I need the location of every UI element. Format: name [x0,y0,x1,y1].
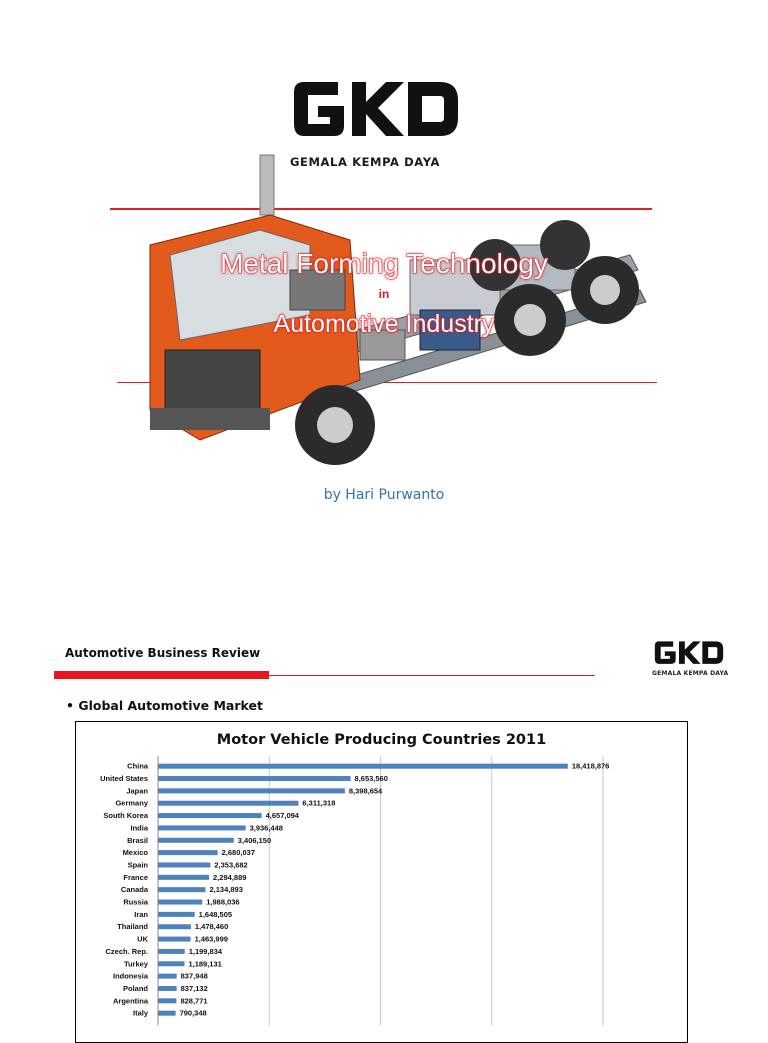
category-label: India [130,823,148,833]
bar [158,875,209,880]
bar [158,850,218,855]
presentation-title: Metal Forming Technology [220,248,548,279]
bar [158,986,177,991]
bar [158,912,195,917]
category-label: Italy [132,1008,148,1018]
category-label: United States [100,774,148,784]
data-label: 790,348 [179,1008,207,1018]
gkd-logo-small [652,638,726,668]
header-divider-line [269,675,595,676]
category-label: Czech. Rep. [105,946,148,956]
category-label: Iran [134,909,148,919]
bar [158,937,191,942]
bar [158,961,184,966]
data-label: 1,463,999 [194,934,228,944]
category-label: Spain [127,860,148,870]
company-name: GEMALA KEMPA DAYA [290,155,441,169]
bar [158,924,191,929]
bar [158,801,298,806]
category-label: France [123,872,148,882]
data-label: 1,189,131 [188,959,222,969]
category-label: UK [137,934,148,944]
data-label: 3,406,150 [237,835,272,845]
bar [158,788,345,793]
data-label: 1,478,460 [194,922,229,932]
bar [158,949,185,954]
category-label: Germany [115,798,148,808]
content-slide [0,600,768,1024]
bar [158,813,262,818]
company-name-small: GEMALA KEMPA DAYA [652,670,729,677]
category-label: Argentina [112,996,148,1006]
category-label: Indonesia [112,971,148,981]
bar-chart-frame [75,721,688,1043]
data-label: 837,132 [180,983,208,993]
data-label: 2,134,893 [209,885,243,895]
bullet-point: • Global Automotive Market [66,698,263,713]
data-label: 2,353,682 [214,860,248,870]
data-label: 1,648,505 [198,909,233,919]
category-label: Brasil [127,835,148,845]
bar [158,825,246,830]
data-label: 18,418,876 [571,761,610,771]
bar [158,838,234,843]
data-label: 8,653,560 [354,774,388,784]
data-label: 1,988,036 [206,897,240,907]
category-label: Russia [123,897,148,907]
bar [158,998,176,1003]
bar [158,776,351,781]
data-label: 828,771 [180,996,208,1006]
data-label: 2,680,037 [221,848,256,858]
chart-title: Motor Vehicle Producing Countries 2011 [216,732,547,748]
data-label: 2,294,889 [213,872,247,882]
data-label: 6,311,318 [302,798,336,808]
slide-header-title: Automotive Business Review [65,646,261,660]
category-label: Thailand [117,922,148,932]
bar [158,764,568,769]
bar [158,862,210,867]
data-label: 837,948 [180,971,208,981]
category-label: Japan [126,786,148,796]
data-label: 1,199,834 [188,946,223,956]
category-label: Canada [120,885,148,895]
category-label: Turkey [123,959,148,969]
presentation-subtitle: Automotive Industry [273,310,495,338]
data-label: 3,936,448 [249,823,283,833]
category-label: South Korea [103,811,148,821]
data-label: 4,657,094 [265,811,299,821]
category-label: Poland [122,983,148,993]
author-byline: by Hari Purwanto [323,487,445,503]
header-accent-bar [54,671,269,679]
title-connector: in [378,287,390,301]
bar [158,974,177,979]
bar [158,1011,176,1016]
category-label: China [127,761,148,771]
bar [158,900,202,905]
data-label: 8,398,654 [348,786,383,796]
gkd-logo [290,74,462,146]
category-label: Mexico [122,848,148,858]
bar [158,887,206,892]
bar-chart [76,722,687,1042]
